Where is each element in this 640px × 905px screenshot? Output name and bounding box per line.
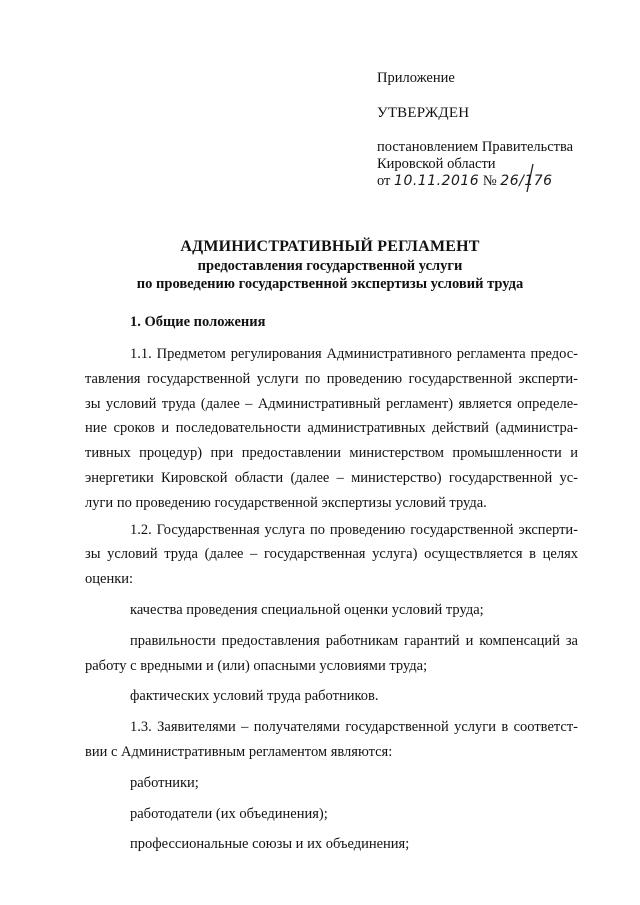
paragraph-line: работу с вредными и (или) опасными условиями труда; bbox=[85, 657, 428, 674]
paragraph-line: оценки: bbox=[85, 571, 134, 588]
paragraph-line: фактических условий труда работников. bbox=[130, 688, 379, 705]
paragraph-line: работники; bbox=[130, 774, 199, 791]
paragraph-line: профессиональные союзы и их объединения; bbox=[130, 836, 410, 853]
appendix-label: Приложение bbox=[377, 70, 455, 86]
approved-by-line-1: постановлением Правительства bbox=[377, 139, 574, 155]
number-sign: № bbox=[482, 173, 497, 189]
paragraph-line: вии с Административным регламентом являются: bbox=[85, 743, 393, 760]
paragraph-line: 1.2. Государственная услуга по проведению государственной эксперти- bbox=[130, 521, 578, 538]
document-title: АДМИНИСТРАТИВНЫЙ РЕГЛАМЕНТ bbox=[180, 238, 480, 255]
approved-by-line-2: Кировской области bbox=[377, 156, 496, 172]
paragraph-line: 1.1. Предметом регулирования Административного регламента предос- bbox=[130, 346, 578, 362]
paragraph-line: работодатели (их объединения); bbox=[130, 805, 328, 822]
approval-date-line bbox=[377, 173, 617, 190]
list-item-quality bbox=[85, 598, 578, 623]
paragraph-line: правильности предоставления работникам гарантий и компенсаций за bbox=[130, 632, 578, 649]
list-item-guarantees bbox=[85, 629, 578, 679]
date-prefix: от bbox=[377, 173, 391, 189]
paragraph-line: луги по проведению государственной экспертизы условий труда. bbox=[85, 494, 487, 511]
section-body bbox=[85, 342, 578, 857]
paragraph-line: энергетики Кировской области (далее – министерство) государственной ус- bbox=[85, 469, 578, 486]
paragraph-line: тавления государственной услуги по проведению государственной эксперти- bbox=[85, 370, 578, 387]
applicant-unions bbox=[85, 832, 578, 857]
paragraph-line: качества проведения специальной оценки условий труда; bbox=[130, 601, 484, 618]
approved-label: УТВЕРЖДЕН bbox=[377, 105, 470, 121]
document-subtitle-2: по проведению государственной экспертизы условий труда bbox=[136, 276, 524, 292]
list-item-conditions bbox=[85, 684, 578, 709]
applicant-employers bbox=[85, 802, 578, 827]
applicant-workers bbox=[85, 771, 578, 796]
handwritten-date: 10.11.2016 bbox=[394, 173, 480, 189]
section-heading: 1. Общие положения bbox=[130, 314, 266, 330]
handwritten-number: 26/176 bbox=[500, 173, 553, 189]
paragraph-1-1 bbox=[85, 342, 578, 516]
paragraph-1-3 bbox=[85, 715, 578, 765]
paragraph-line: зы условий труда (далее – государственная услуга) осуществляется в целях bbox=[85, 546, 578, 563]
document-title-block bbox=[0, 237, 640, 293]
handwritten-slash-mark bbox=[523, 163, 537, 193]
document-subtitle-1: предоставления государственной услуги bbox=[197, 258, 463, 274]
paragraph-line: зы условий труда (далее – Административный регламент) является определе- bbox=[85, 395, 578, 412]
paragraph-1-2 bbox=[85, 518, 578, 592]
paragraph-line: тивных процедур) при предоставлении министерством промышленности и bbox=[85, 445, 578, 462]
paragraph-line: ние сроков и последовательности административных действий (администра- bbox=[85, 420, 578, 437]
approval-stamp-block bbox=[377, 70, 617, 190]
paragraph-line: 1.3. Заявителями – получателями государственной услуги в соответст- bbox=[130, 719, 578, 736]
